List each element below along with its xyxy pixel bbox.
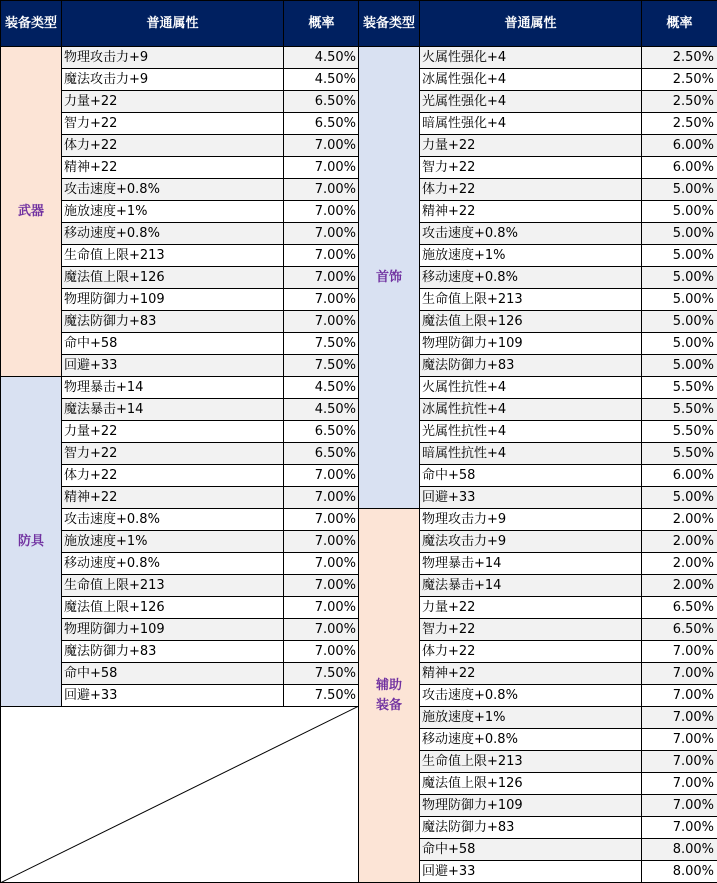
attribute-cell: 攻击速度+0.8% bbox=[420, 685, 642, 707]
probability-cell: 7.50% bbox=[284, 333, 360, 355]
attribute-cell: 物理防御力+109 bbox=[62, 289, 284, 311]
probability-cell: 7.00% bbox=[284, 465, 360, 487]
attribute-cell: 魔法值上限+126 bbox=[62, 267, 284, 289]
attribute-cell: 体力+22 bbox=[62, 465, 284, 487]
header-equipment-type: 装备类型 bbox=[359, 1, 420, 47]
probability-cell: 2.00% bbox=[642, 575, 717, 597]
probability-cell: 7.00% bbox=[284, 201, 360, 223]
probability-cell: 8.00% bbox=[642, 839, 717, 861]
attribute-cell: 生命值上限+213 bbox=[420, 751, 642, 773]
table-row bbox=[1, 47, 360, 69]
probability-cell: 6.50% bbox=[284, 421, 360, 443]
probability-cell: 5.00% bbox=[642, 267, 717, 289]
probability-cell: 5.00% bbox=[642, 245, 717, 267]
attribute-cell: 力量+22 bbox=[62, 91, 284, 113]
type-label-line: 辅助 bbox=[375, 677, 402, 693]
attribute-cell: 魔法攻击力+9 bbox=[420, 531, 642, 553]
probability-cell: 7.00% bbox=[284, 311, 360, 333]
probability-cell: 5.00% bbox=[642, 289, 717, 311]
right-attribute-table bbox=[358, 0, 717, 883]
attribute-cell: 魔法防御力+83 bbox=[62, 311, 284, 333]
probability-cell: 5.00% bbox=[642, 201, 717, 223]
attribute-cell: 暗属性强化+4 bbox=[420, 113, 642, 135]
probability-cell: 7.00% bbox=[284, 641, 360, 663]
left-header-row bbox=[1, 1, 360, 47]
probability-cell: 2.50% bbox=[642, 69, 717, 91]
header-equipment-type: 装备类型 bbox=[1, 1, 62, 47]
attribute-cell: 物理防御力+109 bbox=[420, 795, 642, 817]
type-label-line: 装备 bbox=[375, 697, 402, 713]
probability-cell: 7.00% bbox=[642, 663, 717, 685]
probability-cell: 7.00% bbox=[284, 289, 360, 311]
attribute-cell: 魔法值上限+126 bbox=[420, 311, 642, 333]
probability-cell: 2.50% bbox=[642, 113, 717, 135]
probability-cell: 7.00% bbox=[284, 245, 360, 267]
probability-cell: 7.00% bbox=[284, 509, 360, 531]
equipment-type-cell: 防具 bbox=[1, 377, 62, 707]
attribute-cell: 精神+22 bbox=[62, 157, 284, 179]
probability-cell: 7.50% bbox=[284, 355, 360, 377]
probability-cell: 7.00% bbox=[284, 487, 360, 509]
attribute-cell: 物理攻击力+9 bbox=[420, 509, 642, 531]
attribute-cell: 暗属性抗性+4 bbox=[420, 443, 642, 465]
attribute-cell: 魔法暴击+14 bbox=[420, 575, 642, 597]
attribute-cell: 施放速度+1% bbox=[420, 245, 642, 267]
attribute-cell: 智力+22 bbox=[420, 619, 642, 641]
table-row bbox=[359, 47, 717, 69]
probability-cell: 5.50% bbox=[642, 421, 717, 443]
attribute-cell: 火属性抗性+4 bbox=[420, 377, 642, 399]
attribute-cell: 魔法值上限+126 bbox=[62, 597, 284, 619]
header-attribute: 普通属性 bbox=[62, 1, 284, 47]
attribute-cell: 魔法防御力+83 bbox=[62, 641, 284, 663]
probability-cell: 7.00% bbox=[642, 751, 717, 773]
attribute-cell: 魔法攻击力+9 bbox=[62, 69, 284, 91]
probability-cell: 2.50% bbox=[642, 47, 717, 69]
attribute-cell: 命中+58 bbox=[62, 663, 284, 685]
attribute-cell: 命中+58 bbox=[420, 839, 642, 861]
probability-cell: 7.00% bbox=[284, 223, 360, 245]
probability-cell: 5.00% bbox=[642, 311, 717, 333]
attribute-cell: 体力+22 bbox=[420, 179, 642, 201]
attribute-cell: 光属性强化+4 bbox=[420, 91, 642, 113]
probability-cell: 2.50% bbox=[642, 91, 717, 113]
attribute-cell: 智力+22 bbox=[62, 113, 284, 135]
attribute-cell: 命中+58 bbox=[420, 465, 642, 487]
attribute-cell: 生命值上限+213 bbox=[62, 575, 284, 597]
probability-cell: 6.50% bbox=[284, 91, 360, 113]
probability-cell: 7.00% bbox=[284, 619, 360, 641]
attribute-cell: 回避+33 bbox=[420, 861, 642, 883]
probability-cell: 4.50% bbox=[284, 399, 360, 421]
attribute-cell: 生命值上限+213 bbox=[62, 245, 284, 267]
attribute-cell: 体力+22 bbox=[62, 135, 284, 157]
attribute-cell: 体力+22 bbox=[420, 641, 642, 663]
attribute-cell: 精神+22 bbox=[62, 487, 284, 509]
probability-cell: 7.00% bbox=[642, 641, 717, 663]
probability-cell: 5.50% bbox=[642, 443, 717, 465]
attribute-cell: 物理暴击+14 bbox=[62, 377, 284, 399]
attribute-cell: 回避+33 bbox=[420, 487, 642, 509]
attribute-cell: 施放速度+1% bbox=[62, 531, 284, 553]
attribute-cell: 移动速度+0.8% bbox=[62, 223, 284, 245]
probability-cell: 6.50% bbox=[284, 113, 360, 135]
attribute-cell: 攻击速度+0.8% bbox=[420, 223, 642, 245]
attribute-cell: 光属性抗性+4 bbox=[420, 421, 642, 443]
header-attribute: 普通属性 bbox=[420, 1, 642, 47]
attribute-cell: 魔法防御力+83 bbox=[420, 355, 642, 377]
probability-cell: 5.00% bbox=[642, 355, 717, 377]
attribute-cell: 物理防御力+109 bbox=[62, 619, 284, 641]
probability-cell: 2.00% bbox=[642, 509, 717, 531]
probability-cell: 7.00% bbox=[284, 553, 360, 575]
table-row bbox=[359, 509, 717, 531]
probability-cell: 6.00% bbox=[642, 465, 717, 487]
table-row bbox=[1, 377, 360, 399]
probability-cell: 4.50% bbox=[284, 377, 360, 399]
probability-cell: 7.00% bbox=[284, 179, 360, 201]
attribute-cell: 移动速度+0.8% bbox=[420, 267, 642, 289]
attribute-cell: 生命值上限+213 bbox=[420, 289, 642, 311]
attribute-cell: 施放速度+1% bbox=[62, 201, 284, 223]
probability-cell: 7.00% bbox=[642, 795, 717, 817]
probability-cell: 7.00% bbox=[642, 729, 717, 751]
equipment-type-cell: 首饰 bbox=[359, 47, 420, 509]
attribute-cell: 物理防御力+109 bbox=[420, 333, 642, 355]
probability-cell: 7.00% bbox=[284, 575, 360, 597]
probability-cell: 5.00% bbox=[642, 223, 717, 245]
attribute-cell: 物理攻击力+9 bbox=[62, 47, 284, 69]
probability-cell: 6.50% bbox=[642, 619, 717, 641]
probability-cell: 7.00% bbox=[284, 531, 360, 553]
probability-cell: 6.50% bbox=[284, 443, 360, 465]
empty-diagonal-cell bbox=[0, 706, 359, 883]
attribute-cell: 施放速度+1% bbox=[420, 707, 642, 729]
attribute-cell: 力量+22 bbox=[420, 135, 642, 157]
probability-cell: 8.00% bbox=[642, 861, 717, 883]
attribute-cell: 冰属性抗性+4 bbox=[420, 399, 642, 421]
equipment-type-cell: 武器 bbox=[1, 47, 62, 377]
attribute-cell: 回避+33 bbox=[62, 685, 284, 707]
probability-cell: 6.00% bbox=[642, 135, 717, 157]
probability-cell: 7.50% bbox=[284, 663, 360, 685]
attribute-cell: 回避+33 bbox=[62, 355, 284, 377]
probability-cell: 7.00% bbox=[284, 157, 360, 179]
attribute-cell: 魔法值上限+126 bbox=[420, 773, 642, 795]
probability-cell: 2.00% bbox=[642, 553, 717, 575]
probability-cell: 6.50% bbox=[642, 597, 717, 619]
probability-cell: 7.00% bbox=[284, 135, 360, 157]
attribute-cell: 冰属性强化+4 bbox=[420, 69, 642, 91]
probability-cell: 7.00% bbox=[642, 707, 717, 729]
attribute-cell: 命中+58 bbox=[62, 333, 284, 355]
probability-cell: 5.00% bbox=[642, 487, 717, 509]
attribute-cell: 力量+22 bbox=[420, 597, 642, 619]
header-probability: 概率 bbox=[642, 1, 717, 47]
attribute-cell: 攻击速度+0.8% bbox=[62, 179, 284, 201]
probability-cell: 7.00% bbox=[642, 685, 717, 707]
attribute-cell: 物理暴击+14 bbox=[420, 553, 642, 575]
left-attribute-table bbox=[0, 0, 360, 707]
attribute-cell: 魔法防御力+83 bbox=[420, 817, 642, 839]
attribute-cell: 移动速度+0.8% bbox=[62, 553, 284, 575]
probability-cell: 4.50% bbox=[284, 47, 360, 69]
probability-cell: 7.50% bbox=[284, 685, 360, 707]
attribute-cell: 移动速度+0.8% bbox=[420, 729, 642, 751]
probability-cell: 5.00% bbox=[642, 333, 717, 355]
attribute-cell: 力量+22 bbox=[62, 421, 284, 443]
probability-cell: 5.50% bbox=[642, 377, 717, 399]
attribute-cell: 智力+22 bbox=[420, 157, 642, 179]
probability-cell: 7.00% bbox=[284, 597, 360, 619]
probability-cell: 6.00% bbox=[642, 157, 717, 179]
probability-cell: 7.00% bbox=[642, 773, 717, 795]
equipment-type-cell bbox=[359, 509, 420, 883]
probability-cell: 2.00% bbox=[642, 531, 717, 553]
attribute-cell: 火属性强化+4 bbox=[420, 47, 642, 69]
header-probability: 概率 bbox=[284, 1, 360, 47]
probability-cell: 4.50% bbox=[284, 69, 360, 91]
attribute-cell: 智力+22 bbox=[62, 443, 284, 465]
probability-cell: 7.00% bbox=[642, 817, 717, 839]
probability-cell: 5.50% bbox=[642, 399, 717, 421]
attribute-cell: 精神+22 bbox=[420, 663, 642, 685]
probability-cell: 5.00% bbox=[642, 179, 717, 201]
attribute-cell: 魔法暴击+14 bbox=[62, 399, 284, 421]
attribute-cell: 攻击速度+0.8% bbox=[62, 509, 284, 531]
attribute-cell: 精神+22 bbox=[420, 201, 642, 223]
probability-cell: 7.00% bbox=[284, 267, 360, 289]
right-header-row bbox=[359, 1, 717, 47]
